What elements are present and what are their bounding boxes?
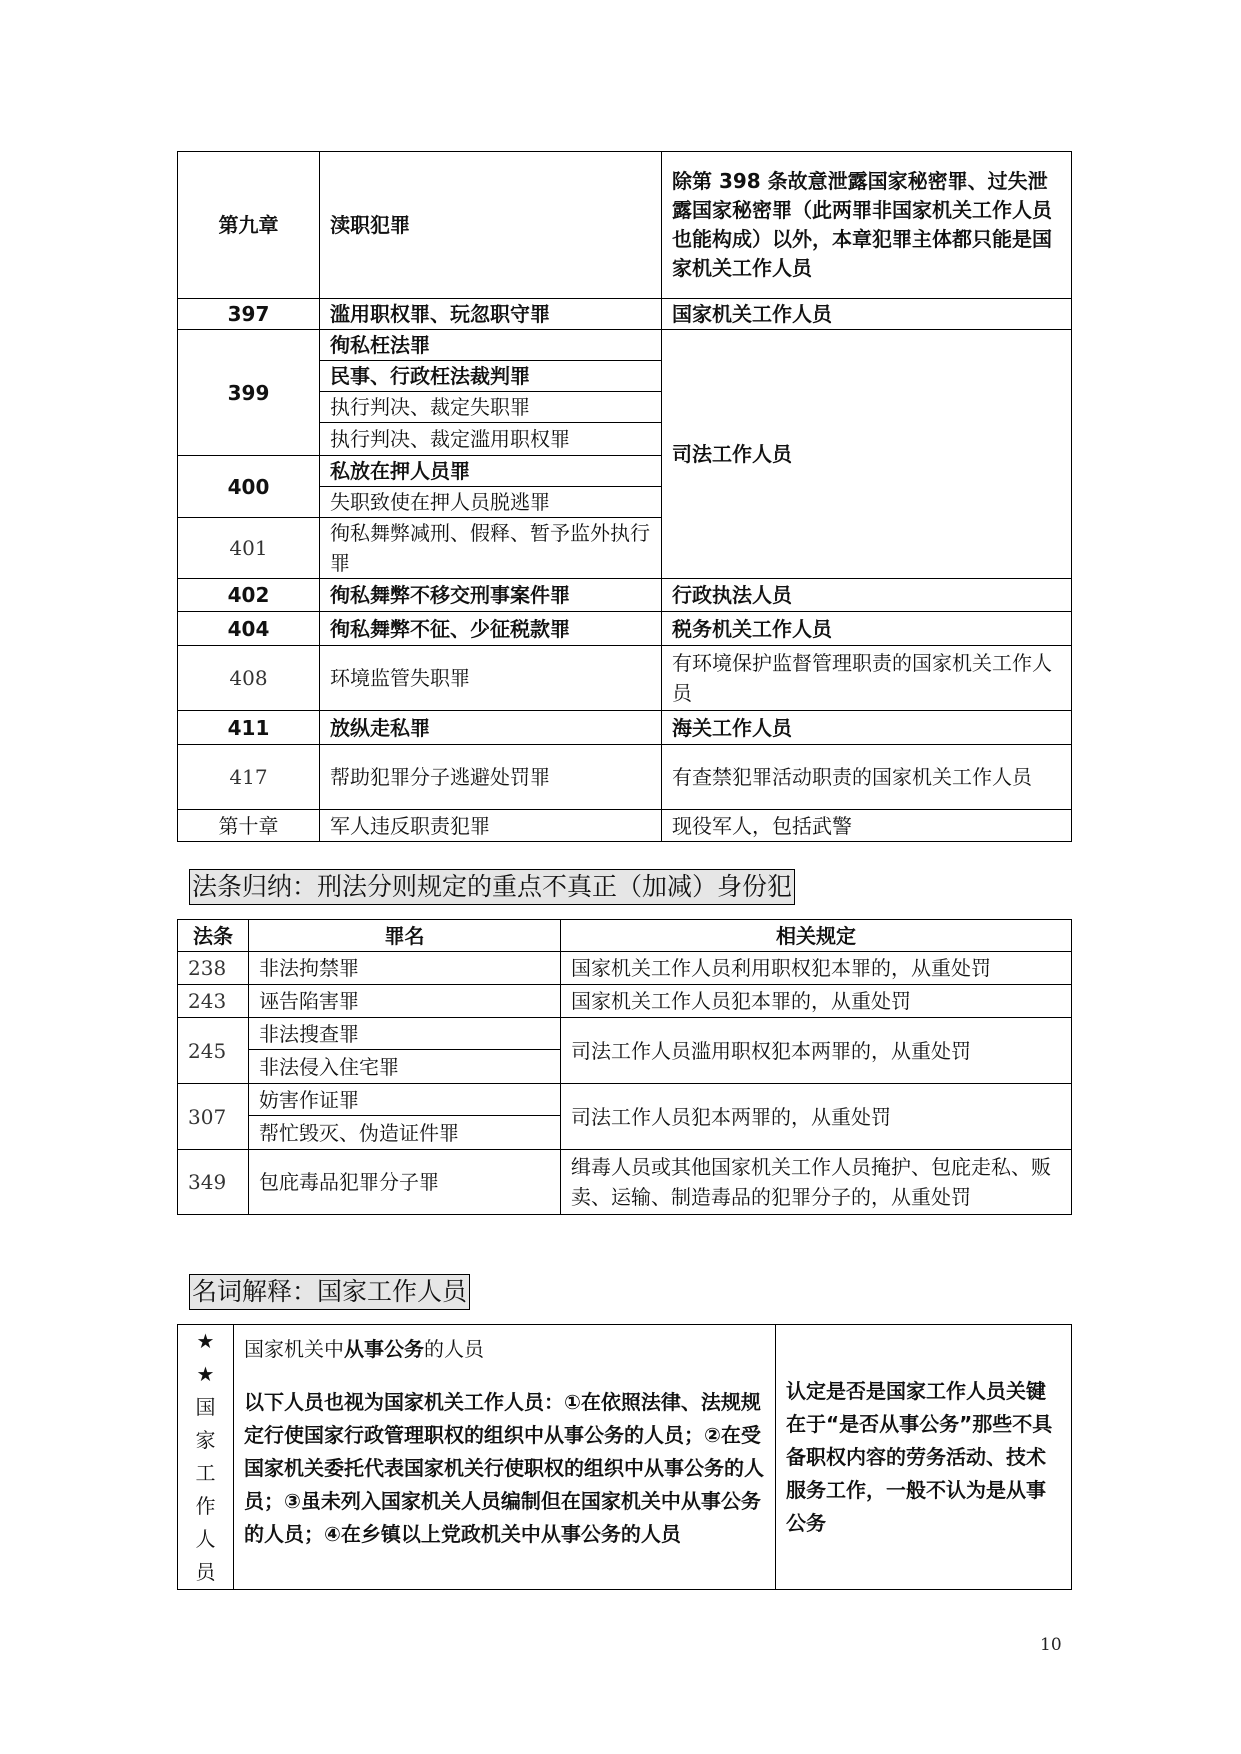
crime-cell: 执行判决、裁定滥用职权罪 bbox=[320, 423, 662, 456]
page-number: 10 bbox=[1040, 1635, 1062, 1655]
article-cell: 238 bbox=[178, 952, 249, 985]
note-cell: 国家机关工作人员 bbox=[662, 299, 1072, 330]
crime-cell: 非法侵入住宅罪 bbox=[249, 1050, 561, 1084]
article-cell: 401 bbox=[178, 518, 320, 579]
table-row bbox=[178, 612, 1072, 646]
crime-cell: 帮忙毁灭、伪造证件罪 bbox=[249, 1116, 561, 1150]
article-cell: 411 bbox=[178, 711, 320, 745]
note-cell: 海关工作人员 bbox=[662, 711, 1072, 745]
table-row bbox=[178, 1084, 1072, 1116]
crime-cell: 滥用职权罪、玩忽职守罪 bbox=[320, 299, 662, 330]
table-row bbox=[178, 579, 1072, 612]
definition-cell bbox=[234, 1325, 776, 1590]
side-char: 员 bbox=[195, 1560, 216, 1584]
table-row bbox=[178, 152, 1072, 299]
star-icon: ★ bbox=[196, 1329, 215, 1353]
article-cell: 349 bbox=[178, 1150, 249, 1215]
crime-cell: 妨害作证罪 bbox=[249, 1084, 561, 1116]
crime-cell: 私放在押人员罪 bbox=[320, 456, 662, 487]
rule-cell: 司法工作人员犯本两罪的，从重处罚 bbox=[561, 1084, 1072, 1150]
dereliction-crimes-table bbox=[177, 151, 1072, 842]
side-char: 家 bbox=[195, 1428, 216, 1452]
rule-cell: 国家机关工作人员犯本罪的，从重处罚 bbox=[561, 985, 1072, 1018]
article-cell: 408 bbox=[178, 646, 320, 711]
crime-cell: 徇私舞弊不征、少征税款罪 bbox=[320, 612, 662, 646]
definition-paragraph: 以下人员也视为国家机关工作人员：①在依照法律、法规规定行使国家行政管理职权的组织中从事公务的人员；②在受国家机关委托代表国家机关行使职权的组织中从事公务的人员；③虽未列入国家机关人员编制但在国家机关中从事公务的人员；④在乡镇以上党政机关中从事公务的人员 bbox=[244, 1390, 764, 1546]
article-cell: 243 bbox=[178, 985, 249, 1018]
article-cell: 307 bbox=[178, 1084, 249, 1150]
table-row bbox=[178, 646, 1072, 711]
crime-cell: 徇私枉法罪 bbox=[320, 330, 662, 361]
column-header: 相关规定 bbox=[561, 920, 1072, 952]
table-row bbox=[178, 745, 1072, 810]
crime-cell: 诬告陷害罪 bbox=[249, 985, 561, 1018]
article-cell: 245 bbox=[178, 1018, 249, 1084]
note-cell: 有查禁犯罪活动职责的国家机关工作人员 bbox=[662, 745, 1072, 810]
side-char: 作 bbox=[195, 1494, 216, 1518]
table-row bbox=[178, 810, 1072, 842]
side-char: 工 bbox=[195, 1461, 216, 1485]
section-heading: 名词解释：国家工作人员 bbox=[189, 1274, 470, 1310]
crime-cell: 徇私舞弊减刑、假释、暂予监外执行罪 bbox=[320, 518, 662, 579]
crime-cell: 包庇毒品犯罪分子罪 bbox=[249, 1150, 561, 1215]
article-cell: 400 bbox=[178, 456, 320, 518]
table-row bbox=[178, 1018, 1072, 1050]
crime-cell: 徇私舞弊不移交刑事案件罪 bbox=[320, 579, 662, 612]
crime-cell: 非法搜查罪 bbox=[249, 1018, 561, 1050]
section-heading: 法条归纳：刑法分则规定的重点不真正（加减）身份犯 bbox=[189, 869, 795, 905]
chapter-cell: 第十章 bbox=[178, 810, 320, 842]
side-label-cell bbox=[178, 1325, 234, 1590]
crime-cell: 渎职犯罪 bbox=[320, 152, 662, 299]
crime-cell: 放纵走私罪 bbox=[320, 711, 662, 745]
definition-table bbox=[177, 1324, 1072, 1590]
column-header: 法条 bbox=[178, 920, 249, 952]
rule-cell: 司法工作人员滥用职权犯本两罪的，从重处罚 bbox=[561, 1018, 1072, 1084]
side-char: 国 bbox=[195, 1395, 216, 1419]
table-row bbox=[178, 952, 1072, 985]
crime-cell: 帮助犯罪分子逃避处罚罪 bbox=[320, 745, 662, 810]
article-cell: 404 bbox=[178, 612, 320, 646]
crime-cell: 非法拘禁罪 bbox=[249, 952, 561, 985]
chapter-cell: 第九章 bbox=[178, 152, 320, 299]
article-cell: 402 bbox=[178, 579, 320, 612]
star-icon: ★ bbox=[196, 1362, 215, 1386]
note-cell: 司法工作人员 bbox=[662, 330, 1072, 579]
crime-cell: 军人违反职责犯罪 bbox=[320, 810, 662, 842]
note-cell: 认定是否是国家工作人员关键在于“是否从事公务”那些不具备职权内容的劳务活动、技术服务工作，一般不认为是从事公务 bbox=[776, 1325, 1072, 1590]
crime-cell: 环境监管失职罪 bbox=[320, 646, 662, 711]
note-cell: 行政执法人员 bbox=[662, 579, 1072, 612]
column-header: 罪名 bbox=[249, 920, 561, 952]
table-row bbox=[178, 1325, 1072, 1590]
table-row bbox=[178, 1150, 1072, 1215]
table-row bbox=[178, 299, 1072, 330]
rule-cell: 国家机关工作人员利用职权犯本罪的，从重处罚 bbox=[561, 952, 1072, 985]
table-header-row bbox=[178, 920, 1072, 952]
note-cell: 税务机关工作人员 bbox=[662, 612, 1072, 646]
table-row bbox=[178, 711, 1072, 745]
crime-cell: 失职致使在押人员脱逃罪 bbox=[320, 487, 662, 518]
table-row bbox=[178, 985, 1072, 1018]
article-cell: 417 bbox=[178, 745, 320, 810]
definition-line: 国家机关中从事公务的人员 bbox=[244, 1337, 484, 1361]
crime-cell: 民事、行政枉法裁判罪 bbox=[320, 361, 662, 392]
note-cell: 现役军人，包括武警 bbox=[662, 810, 1072, 842]
rule-cell: 缉毒人员或其他国家机关工作人员掩护、包庇走私、贩卖、运输、制造毒品的犯罪分子的，从重处罚 bbox=[561, 1150, 1072, 1215]
note-cell: 有环境保护监督管理职责的国家机关工作人员 bbox=[662, 646, 1072, 711]
identity-crimes-table bbox=[177, 919, 1072, 1215]
side-char: 人 bbox=[195, 1527, 216, 1551]
article-cell: 399 bbox=[178, 330, 320, 456]
table-row bbox=[178, 330, 1072, 361]
crime-cell: 执行判决、裁定失职罪 bbox=[320, 392, 662, 423]
note-cell: 除第 398 条故意泄露国家秘密罪、过失泄露国家秘密罪（此两罪非国家机关工作人员也能构成）以外，本章犯罪主体都只能是国家机关工作人员 bbox=[662, 152, 1072, 299]
article-cell: 397 bbox=[178, 299, 320, 330]
